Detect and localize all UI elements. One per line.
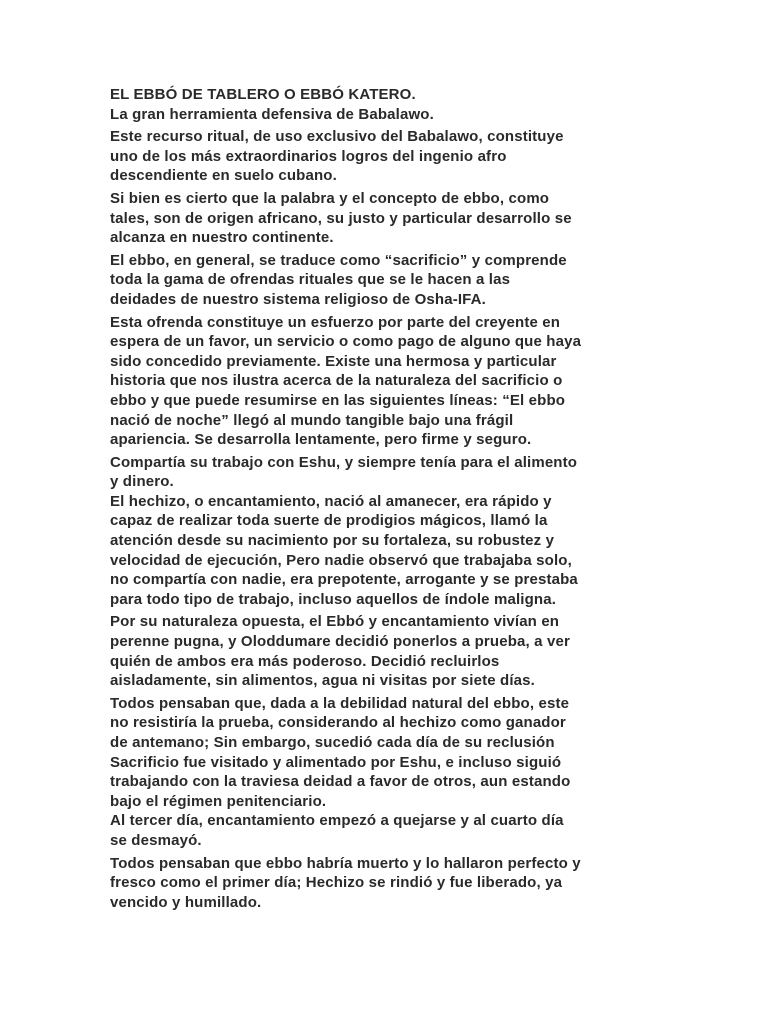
paragraph: El ebbo, en general, se traduce como “sacrificio” y comprende toda la gama de ofrendas rituales que se le hacen a las deidades de nuestro sistema religioso de Osha-IFA. bbox=[110, 251, 567, 308]
paragraph: Esta ofrenda constituye un esfuerzo por parte del creyente en espera de un favor, un servicio o como pago de alguno que haya sido concedido previamente. Existe una hermosa y particular historia que nos ilustra acerca de la naturaleza del sacrificio o ebbo y que puede resumirse en las siguientes líneas: “El ebbo nació de noche” llegó al mundo tangible bajo una frágil apariencia. Se desarrolla lentamente, pero firme y seguro. bbox=[110, 313, 582, 449]
document-page bbox=[110, 85, 670, 915]
paragraph: Si bien es cierto que la palabra y el concepto de ebbo, como tales, son de origen africano, su justo y particular desarrollo se alcanza en nuestro continente. bbox=[110, 189, 572, 247]
paragraph: Por su naturaleza opuesta, el Ebbó y encantamiento vivían en perenne pugna, y Oloddumare decidió ponerlos a prueba, a ver quién de ambos era más poderoso. Decidió recluirlos aisladamente, sin alimentos, agua ni visitas por siete días. bbox=[110, 613, 570, 690]
paragraph: Compartía su trabajo con Eshu, y siempre tenía para el alimento y dinero. bbox=[110, 453, 578, 491]
paragraph: Al tercer día, encantamiento empezó a quejarse y al cuarto día se desmayó. bbox=[110, 812, 564, 849]
paragraph: Todos pensaban que ebbo habría muerto y lo hallaron perfecto y fresco como el primer día; Hechizo se rindió y fue liberado, ya vencido y humillado. bbox=[110, 854, 581, 911]
paragraph: Este recurso ritual, de uso exclusivo del Babalawo, constituye uno de los más extraordinarios logros del ingenio afro descendiente en suelo cubano. bbox=[110, 128, 564, 185]
paragraph: El hechizo, o encantamiento, nació al amanecer, era rápido y capaz de realizar toda suerte de prodigios mágicos, llamó la atención desde su nacimiento por su fortaleza, su robustez y velocidad de ejecución, Pero nadie observó que trabajaba solo, no compartía con nadie, era prepotente, arrogante y se prestaba para todo tipo de trabajo, incluso aquellos de índole maligna. bbox=[110, 492, 578, 608]
paragraph: Todos pensaban que, dada a la debilidad natural del ebbo, este no resistiría la prueba, considerando al hechizo como ganador de antemano; Sin embargo, sucedió cada día de su reclusión Sacrificio fue visitado y alimentado por Eshu, e incluso siguió trabajando con la traviesa deidad a favor de otros, aun estando bajo el régimen penitenciario. bbox=[110, 694, 571, 810]
document-title: EL EBBÓ DE TABLERO O EBBÓ KATERO. bbox=[110, 86, 416, 103]
document-subtitle: La gran herramienta defensiva de Babalawo. bbox=[110, 105, 434, 123]
